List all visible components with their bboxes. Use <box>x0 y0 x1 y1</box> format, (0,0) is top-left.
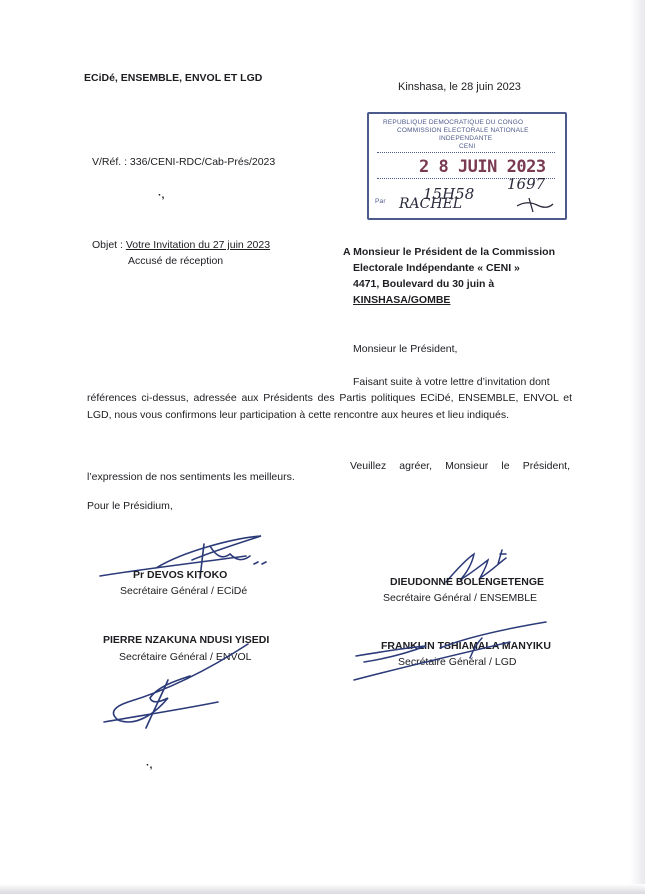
stamp-time: 15H58 <box>423 185 475 203</box>
stray-mark: ·, <box>158 189 165 201</box>
page-bottom-shadow <box>0 884 645 894</box>
stamp-line-1: REPUBLIQUE DEMOCRATIQUE DU CONGO <box>383 119 524 126</box>
signatory-2-name: DIEUDONNE BOLENGETENGE <box>390 576 545 588</box>
stamp-receiver-label: Par <box>375 198 386 205</box>
signatory-3-title: Secrétaire Général / ENVOL <box>119 651 252 663</box>
signatory-1-title: Secrétaire Général / ECiDé <box>120 585 248 597</box>
recipient-line-4: KINSHASA/GOMBE <box>353 294 451 306</box>
signatory-3-name: PIERRE NZAKUNA NDUSI YISEDI <box>103 634 270 646</box>
paragraph-2-line-2: l’expression de nos sentiments les meilleurs. <box>87 471 295 483</box>
page-edge-shadow <box>630 0 645 894</box>
paragraph-1-line-1: Faisant suite à votre lettre d’invitation dont <box>353 376 550 388</box>
reference: V/Réf. : 336/CENI-RDC/Cab-Prés/2023 <box>92 156 276 168</box>
stray-mark-2: ·, <box>146 759 153 771</box>
object-reference: Votre Invitation du 27 juin 2023 <box>125 239 271 251</box>
object-subject: Accusé de réception <box>128 255 224 267</box>
signatory-1-name: Pr DEVOS KITOKO <box>133 569 228 581</box>
recipient-line-3: 4471, Boulevard du 30 juin à <box>353 278 495 290</box>
stamp-line-4: CENI <box>459 143 476 150</box>
object-line <box>92 239 270 252</box>
paragraph-1-line-3: LGD, nous vous confirmons leur participation à cette rencontre aux heures et lieu indiqués. <box>87 409 509 421</box>
stamp-initial-mark <box>515 196 555 214</box>
stamp-number: 1697 <box>507 175 546 193</box>
object-label: Objet : <box>92 239 123 251</box>
closing: Pour le Présidium, <box>87 500 173 512</box>
stamp-line-2: COMMISSION ELECTORALE NATIONALE <box>397 127 529 134</box>
salutation: Monsieur le Président, <box>353 343 458 355</box>
stamp-line-3: INDEPENDANTE <box>439 135 493 142</box>
reception-stamp <box>367 112 567 220</box>
recipient-line-2: Electorale Indépendante « CENI » <box>353 262 520 274</box>
stamp-receiver: RACHEL <box>399 196 463 212</box>
stamp-rule <box>377 152 555 153</box>
signature-tshiamala <box>350 618 550 684</box>
signatory-2-title: Secrétaire Général / ENSEMBLE <box>383 592 538 604</box>
signature-nzakuna <box>98 640 278 732</box>
signatory-4-name: FRANKLIN TSHIAMALA MANYIKU <box>381 640 551 652</box>
place-date: Kinshasa, le 28 juin 2023 <box>398 81 521 93</box>
stamp-date: 2 8 JUIN 2023 <box>419 157 546 177</box>
recipient-line-1: A Monsieur le Président de la Commission <box>343 246 555 258</box>
sender-line: ECiDé, ENSEMBLE, ENVOL ET LGD <box>84 72 263 84</box>
signatory-4-title: Secrétaire Général / LGD <box>398 656 517 668</box>
paragraph-2-line-1: Veuillez agréer, Monsieur le Président, <box>350 460 570 472</box>
paragraph-1-line-2: références ci-dessus, adressée aux Présidents des Partis politiques ECiDé, ENSEMBLE, ENVOL et <box>87 392 572 404</box>
